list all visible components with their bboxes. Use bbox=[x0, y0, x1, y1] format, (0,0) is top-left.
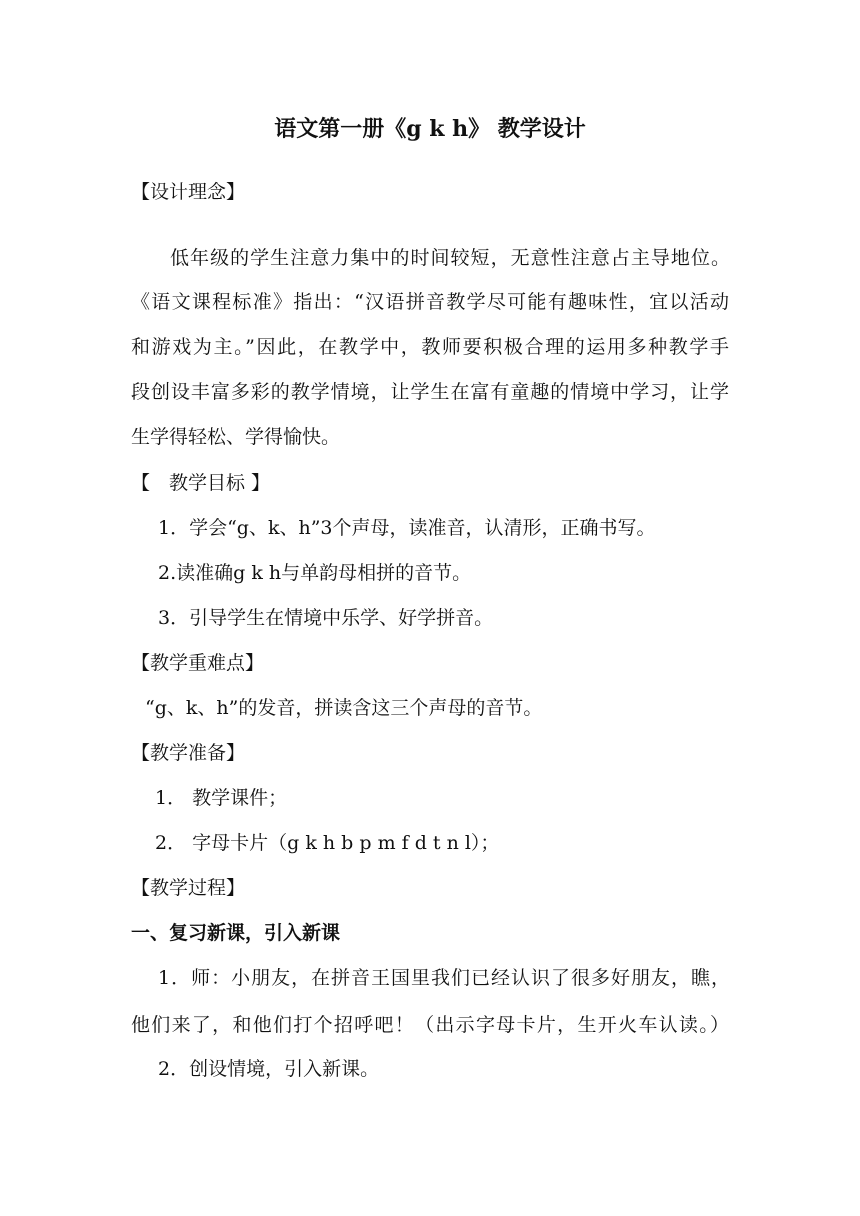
preparation-item-1: 1． 教学课件； bbox=[155, 787, 288, 809]
section-heading-key-points: 【教学重难点】 bbox=[131, 652, 265, 674]
goal-item-2: 2.读准确g k h与单韵母相拼的音节。 bbox=[158, 562, 472, 584]
process-step1-line-2: 他们来了，和他们打个招呼吧！（出示字母卡片，生开火车认读。） bbox=[131, 1014, 729, 1036]
concept-paragraph-line-2: 《语文课程标准》指出：“汉语拼音教学尽可能有趣味性，宜以活动 bbox=[131, 291, 729, 313]
section-heading-concept: 【设计理念】 bbox=[131, 181, 246, 203]
section-heading-preparation: 【教学准备】 bbox=[131, 742, 246, 764]
preparation-item-2: 2． 字母卡片（g k h b p m f d t n l）； bbox=[155, 832, 500, 854]
process-step1-heading: 一、复习新课，引入新课 bbox=[131, 922, 341, 944]
concept-paragraph-line-4: 段创设丰富多彩的教学情境，让学生在富有童趣的情境中学习，让学 bbox=[131, 381, 729, 403]
section-heading-goals: 【 教学目标 】 bbox=[131, 472, 271, 494]
key-points-text: “g、k、h”的发音，拼读含这三个声母的音节。 bbox=[145, 697, 543, 719]
concept-paragraph-line-3: 和游戏为主。”因此，在教学中，教师要积极合理的运用多种教学手 bbox=[131, 336, 729, 358]
process-step1-line-3: 2．创设情境，引入新课。 bbox=[158, 1058, 380, 1080]
concept-paragraph-line-5: 生学得轻松、学得愉快。 bbox=[131, 426, 341, 448]
goal-item-1: 1．学会“g、k、h”3个声母，读准音，认清形，正确书写。 bbox=[158, 517, 656, 539]
process-step1-line-1: 1．师：小朋友，在拼音王国里我们已经认识了很多好朋友，瞧， bbox=[158, 967, 730, 989]
goal-item-3: 3．引导学生在情境中乐学、好学拼音。 bbox=[158, 607, 494, 629]
concept-paragraph-line-1: 低年级的学生注意力集中的时间较短，无意性注意占主导地位。 bbox=[170, 247, 730, 269]
section-heading-process: 【教学过程】 bbox=[131, 877, 246, 899]
document-title: 语文第一册《g k h》 教学设计 bbox=[274, 116, 586, 142]
